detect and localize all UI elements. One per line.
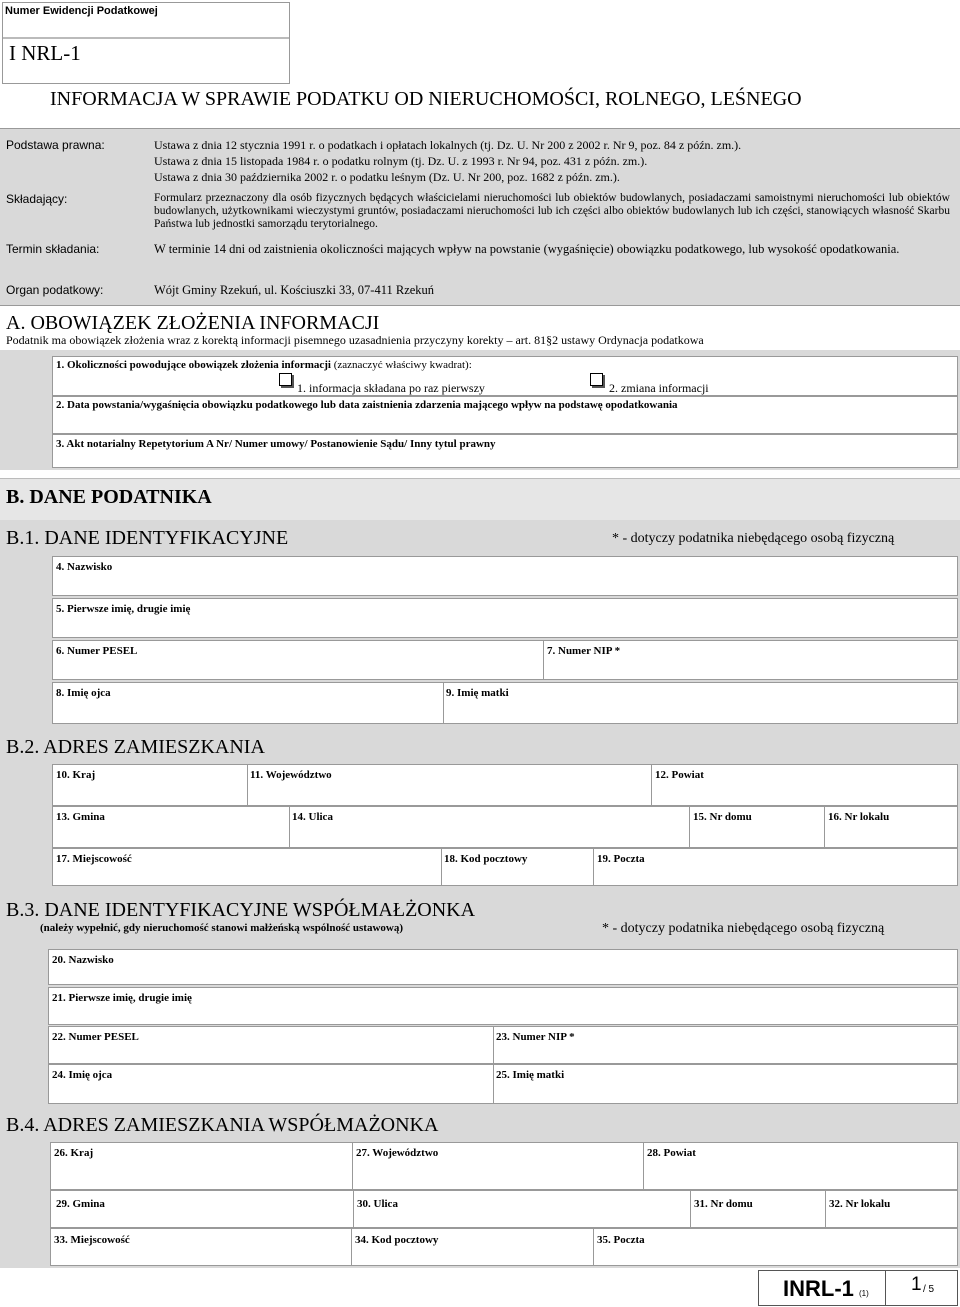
nip-box — [2, 2, 290, 84]
field-nip-label: 7. Numer NIP * — [547, 645, 621, 657]
field-spouse-surname[interactable] — [48, 949, 958, 985]
divider — [493, 1027, 494, 1063]
divider — [289, 807, 290, 847]
option-first-time-label: 1. informacja składana po raz pierwszy — [297, 381, 485, 395]
footer-page-total: / 5 — [923, 1284, 935, 1295]
field-first-names[interactable] — [52, 598, 958, 638]
field-surname-label: 4. Nazwisko — [56, 561, 113, 573]
page-title: INFORMACJA W SPRAWIE PODATKU OD NIERUCHOMOŚCI, ROLNEGO, LEŚNEGO — [50, 88, 802, 110]
field-spouse-apartment-no-label: 32. Nr lokalu — [829, 1198, 891, 1210]
section-a-title: A. OBOWIĄZEK ZŁOŻENIA INFORMACJI — [6, 312, 380, 334]
field-spouse-commune-label: 29. Gmina — [56, 1198, 105, 1210]
field-spouse-house-no-label: 31. Nr domu — [694, 1198, 753, 1210]
divider — [353, 1191, 354, 1227]
divider — [689, 807, 690, 847]
field-first-names-label: 5. Pierwsze imię, drugie imię — [56, 603, 191, 615]
field-voivodeship-label: 11. Województwo — [250, 769, 332, 781]
field-spouse-postcode-label: 34. Kod pocztowy — [355, 1234, 439, 1246]
deadline-text: W terminie 14 dni od zaistnienia okoliczności mających wpływ na powstanie (wygaśnięcie) obowiązku podatkowego, lub wysokość opodatkowania. — [154, 242, 900, 256]
divider — [824, 807, 825, 847]
divider — [643, 1143, 644, 1189]
row-spouse-street — [50, 1190, 958, 1228]
section-b1-title: B.1. DANE IDENTYFIKACYJNE — [6, 527, 289, 549]
field-spouse-first-names[interactable] — [48, 987, 958, 1025]
field-house-no-label: 15. Nr domu — [693, 811, 752, 823]
filer-label: Składający: — [6, 192, 68, 206]
field-spouse-post-office-label: 35. Poczta — [597, 1234, 645, 1246]
divider — [352, 1143, 353, 1189]
footer-page-box — [758, 1270, 958, 1306]
deadline-label: Termin składania: — [6, 242, 100, 256]
row-street — [52, 806, 958, 848]
field-city-label: 17. Miejscowość — [56, 853, 132, 865]
obligation-date-label: 2. Data powstania/wygaśnięcia obowiązku podatkowego lub data zaistnienia zdarzenia mającego wpływ na podstawę opodatkowania — [56, 399, 678, 411]
section-a-subtitle: Podatnik ma obowiązek złożenia wraz z korektą informacji pisemnego uzasadnienia przyczyny korekty – art. 81§2 ustawy Ordynacja podatkowa — [6, 333, 704, 347]
authority-label: Organ podatkowy: — [6, 283, 104, 297]
field-surname[interactable] — [52, 556, 958, 596]
field-street-label: 14. Ulica — [292, 811, 333, 823]
divider — [247, 765, 248, 805]
form-code: I NRL-1 — [9, 41, 81, 65]
circumstances-label — [56, 359, 472, 371]
divider — [593, 1229, 594, 1265]
row-city — [52, 848, 958, 886]
row-spouse-pesel-nip — [48, 1026, 958, 1064]
section-b-title: B. DANE PODATNIKA — [6, 486, 212, 508]
section-b3-title: B.3. DANE IDENTYFIKACYJNE WSPÓŁMAŁŻONKA — [6, 899, 476, 921]
nip-label: Numer Ewidencji Podatkowej — [5, 5, 158, 17]
divider — [825, 1191, 826, 1227]
divider — [651, 765, 652, 805]
field-spouse-first-names-label: 21. Pierwsze imię, drugie imię — [52, 992, 192, 1004]
row-spouse-country — [50, 1142, 958, 1190]
section-b2-title: B.2. ADRES ZAMIESZKANIA — [6, 736, 265, 758]
field-country-label: 10. Kraj — [56, 769, 96, 781]
field-pesel-label: 6. Numer PESEL — [56, 645, 138, 657]
divider — [441, 849, 442, 885]
field-apartment-no-label: 16. Nr lokalu — [828, 811, 890, 823]
field-post-office-label: 19. Poczta — [597, 853, 645, 865]
divider — [493, 1065, 494, 1103]
field-father-label: 8. Imię ojca — [56, 687, 111, 699]
field-postcode-label: 18. Kod pocztowy — [444, 853, 528, 865]
field-spouse-mother-label: 25. Imię matki — [496, 1069, 565, 1081]
circumstances-hint: (zaznaczyć właściwy kwadrat): — [330, 359, 472, 371]
field-commune-label: 13. Gmina — [56, 811, 105, 823]
nip-divider — [3, 37, 289, 39]
legal-basis-line: Ustawa z dnia 15 listopada 1984 r. o podatku rolnym (tj. Dz. U. z 1993 r. Nr 94, poz. 431 z późn. zm.). — [154, 154, 648, 168]
field-mother-label: 9. Imię matki — [446, 687, 509, 699]
legal-basis-line: Ustawa z dnia 30 października 2002 r. o podatku leśnym (Dz. U. Nr 200, poz. 1682 z późn. zm.). — [154, 170, 620, 184]
field-spouse-country-label: 26. Kraj — [54, 1147, 94, 1159]
footer-version: (1) — [859, 1289, 869, 1298]
field-spouse-voivodeship-label: 27. Województwo — [356, 1147, 439, 1159]
field-spouse-city-label: 33. Miejscowość — [54, 1234, 130, 1246]
row-parents — [52, 682, 958, 724]
legal-basis-line: Ustawa z dnia 12 stycznia 1991 r. o podatkach i opłatach lokalnych (tj. Dz. U. Nr 200 z 2002 r. Nr 9, poz. 84 z późn. zm.). — [154, 138, 742, 152]
obligation-date-field[interactable] — [52, 396, 958, 434]
divider — [543, 641, 544, 679]
circumstances-label-text: 1. Okoliczności powodujące obowiązek złożenia informacji — [56, 359, 331, 371]
row-country — [52, 764, 958, 806]
field-spouse-father-label: 24. Imię ojca — [52, 1069, 113, 1081]
circumstances-field — [52, 356, 958, 396]
option-change-label: 2. zmiana informacji — [609, 381, 709, 395]
section-b4-title: B.4. ADRES ZAMIESZKANIA WSPÓŁMAŻONKA — [6, 1114, 439, 1136]
row-spouse-city — [50, 1228, 958, 1266]
divider — [443, 683, 444, 723]
field-county-label: 12. Powiat — [655, 769, 704, 781]
divider — [690, 1191, 691, 1227]
row-pesel-nip — [52, 640, 958, 680]
footer-form-code: INRL-1 — [783, 1276, 854, 1301]
divider — [593, 849, 594, 885]
filer-text: Formularz przeznaczony dla osób fizycznych będących właścicielami nieruchomości lub obiektów budowlanych, posiadaczami samoistnymi nieruchomości lub obiektów budowlanych, użytkownikami wieczystymi gruntów, posiadaczami nieruchomości lub ich części albo obiektów budowlanych lub ich części, stanowiących własność Skarbu Państwa lub jednostki samorządu terytorialnego. — [154, 192, 950, 230]
footer-page-number: 1 — [911, 1274, 922, 1295]
field-spouse-pesel-label: 22. Numer PESEL — [52, 1031, 139, 1043]
info-panel — [0, 128, 960, 306]
row-spouse-parents — [48, 1064, 958, 1104]
checkbox-first-time[interactable] — [279, 373, 292, 386]
legal-title-field[interactable] — [52, 434, 958, 468]
divider — [885, 1271, 886, 1305]
section-b3-note: * - dotyczy podatnika niebędącego osobą fizyczną — [602, 921, 885, 936]
legal-title-label: 3. Akt notarialny Repetytorium A Nr/ Numer umowy/ Postanowienie Sądu/ Inny tytul prawny — [56, 438, 496, 450]
field-spouse-county-label: 28. Powiat — [647, 1147, 696, 1159]
field-spouse-street-label: 30. Ulica — [357, 1198, 398, 1210]
checkbox-change[interactable] — [590, 373, 603, 386]
legal-basis-label: Podstawa prawna: — [6, 138, 105, 152]
field-spouse-nip-label: 23. Numer NIP * — [496, 1031, 575, 1043]
section-b1-note: * - dotyczy podatnika niebędącego osobą fizyczną — [612, 531, 895, 546]
authority-text: Wójt Gminy Rzekuń, ul. Kościuszki 33, 07-411 Rzekuń — [154, 283, 435, 297]
divider — [351, 1229, 352, 1265]
section-b3-subtitle: (należy wypełnić, gdy nieruchomość stanowi małżeńską wspólność ustawową) — [40, 922, 404, 934]
field-spouse-surname-label: 20. Nazwisko — [52, 954, 114, 966]
